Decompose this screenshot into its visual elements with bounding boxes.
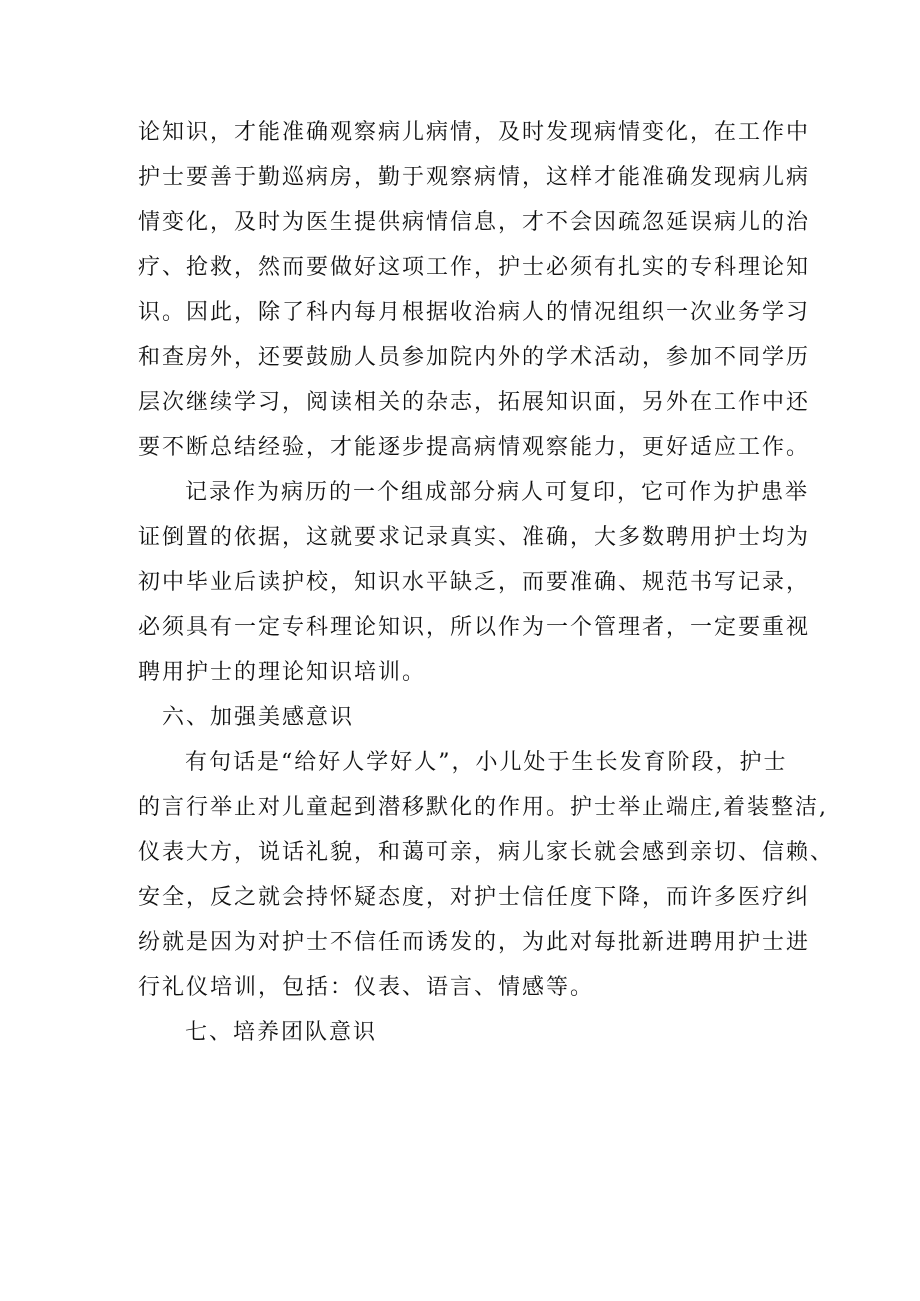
section-heading: 六、加强美感意识 <box>162 705 355 730</box>
text-line: 必须具有一定专科理论知识，所以作为一个管理者，一定要重视 <box>138 615 811 640</box>
paragraph-records <box>138 470 811 695</box>
text-line: 记录作为病历的一个组成部分病人可复印，它可作为护患举 <box>185 480 810 505</box>
text-line: 纷就是因为对护士不信任而诱发的，为此对每批新进聘用护士进 <box>138 930 811 955</box>
text-line: 和查房外，还要鼓励人员参加院内外的学术活动，参加不同学历 <box>138 345 811 370</box>
paragraph-observation <box>138 110 811 470</box>
text-line: 的言行举止对儿童起到潜移默化的作用。护士举止端庄,着装整洁, <box>138 795 828 820</box>
section-heading: 七、培养团队意识 <box>185 1020 378 1045</box>
paragraph-aesthetics <box>138 740 835 1010</box>
text-line: 疗、抢救，然而要做好这项工作，护士必须有扎实的专科理论知 <box>138 255 811 280</box>
text-line: 层次继续学习，阅读相关的杂志，拓展知识面，另外在工作中还 <box>138 390 811 415</box>
text-line: 聘用护士的理论知识培训。 <box>138 660 427 685</box>
text-line: 仪表大方，说话礼貌，和蔼可亲，病儿家长就会感到亲切、信赖、 <box>138 840 835 865</box>
text-line: 护士要善于勤巡病房，勤于观察病情，这样才能准确发现病儿病 <box>138 165 811 190</box>
text-line: 要不断总结经验，才能逐步提高病情观察能力，更好适应工作。 <box>138 435 811 460</box>
text-line: 初中毕业后读护校，知识水平缺乏，而要准确、规范书写记录， <box>138 570 811 595</box>
text-line: 行礼仪培训，包括：仪表、语言、情感等。 <box>138 975 595 1000</box>
text-line: 论知识，才能准确观察病儿病情，及时发现病情变化，在工作中 <box>138 120 811 145</box>
text-line: 有句话是“给好人学好人”，小儿处于生长发育阶段，护士 <box>185 750 788 775</box>
document-body <box>138 110 835 1055</box>
text-line: 情变化，及时为医生提供病情信息，才不会因疏忽延误病儿的治 <box>138 210 811 235</box>
text-line: 识。因此，除了科内每月根据收治病人的情况组织一次业务学习 <box>138 300 811 325</box>
text-line: 证倒置的依据，这就要求记录真实、准确，大多数聘用护士均为 <box>138 525 811 550</box>
text-line: 安全，反之就会持怀疑态度，对护士信任度下降，而许多医疗纠 <box>138 885 811 910</box>
